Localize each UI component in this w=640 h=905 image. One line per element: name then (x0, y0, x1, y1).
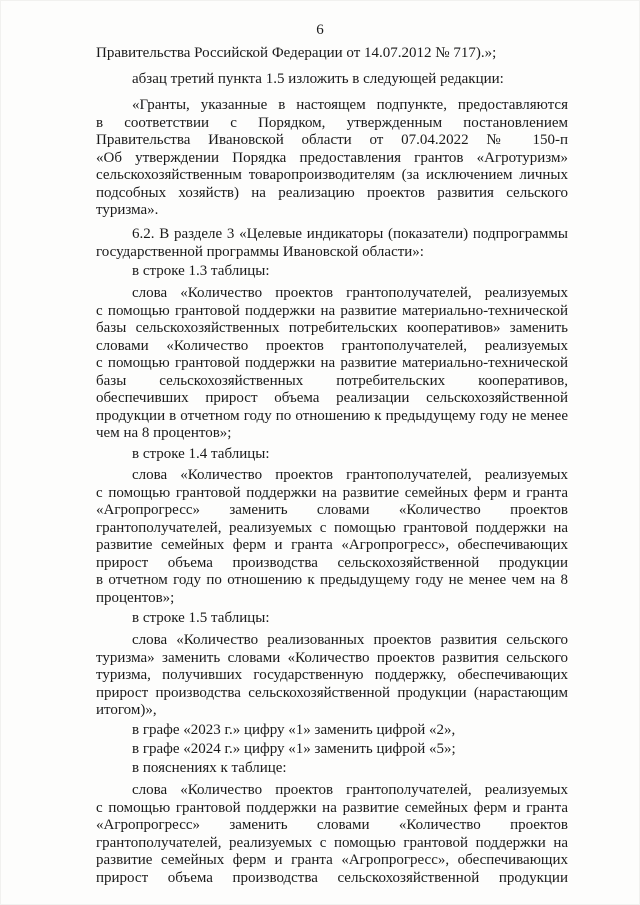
text-line: обеспечивших прирост объема реализации сельскохозяйственной (96, 390, 568, 406)
text-line: слова «Количество проектов грантополучателей, реализуемых (132, 285, 568, 301)
text-line: туризма, получивших государственную поддержку, обеспечивающих (96, 667, 568, 683)
text-line: туризма». (96, 202, 159, 218)
text-line: прирост производства сельскохозяйственной продукции (нарастающим (96, 685, 568, 701)
text-line: с помощью грантовой поддержки на развитие материально-технической (96, 303, 568, 319)
text-line: с помощью грантовой поддержки на развитие материально-технической (96, 355, 568, 371)
text-line: сельскохозяйственным товаропроизводителям (за исключением личных (96, 167, 568, 183)
text-line: итогом)», (96, 702, 157, 718)
text-line: процентов»; (96, 590, 175, 606)
text-line: 6.2. В разделе 3 «Целевые индикаторы (показатели) подпрограммы (132, 226, 568, 242)
text-line: базы сельскохозяйственных потребительских кооперативов» заменить (96, 320, 568, 336)
text-line: грантополучателей, реализуемых с помощью грантовой поддержки на (96, 520, 568, 536)
text-line: прирост объема производства сельскохозяйственной продукции (96, 555, 568, 571)
text-line: слова «Количество реализованных проектов развития сельского (132, 632, 568, 648)
text-line: грантополучателей, реализуемых с помощью грантовой поддержки на (96, 835, 568, 851)
text-line: развитие семейных ферм и гранта «Агропрогресс», обеспечивающих (96, 537, 568, 553)
text-line: базы сельскохозяйственных потребительских кооперативов, (96, 373, 568, 389)
text-line: с помощью грантовой поддержки на развитие семейных ферм и гранта (96, 485, 568, 501)
text-line: развитие семейных ферм и гранта «Агропрогресс», обеспечивающих (96, 852, 568, 868)
text-line: «Агропрогресс» заменить словами «Количество проектов (96, 817, 568, 833)
text-line: в графе «2024 г.» цифру «1» заменить цифрой «5»; (132, 741, 456, 757)
text-line: «Гранты, указанные в настоящем подпункте, предоставляются (132, 97, 568, 113)
text-line: в соответствии с Порядком, утвержденным постановлением (96, 115, 568, 131)
text-line: в строке 1.3 таблицы: (132, 263, 270, 279)
text-line: в пояснениях к таблице: (132, 760, 287, 776)
text-line: государственной программы Ивановской области»: (96, 244, 424, 260)
text-line: Правительства Российской Федерации от 14.07.2012 № 717).»; (96, 45, 497, 61)
text-line: «Агропрогресс» заменить словами «Количество проектов (96, 502, 568, 518)
text-line: в графе «2023 г.» цифру «1» заменить цифрой «2», (132, 722, 456, 738)
text-line: абзац третий пункта 1.5 изложить в следующей редакции: (132, 71, 504, 87)
page-number: 6 (316, 22, 324, 38)
text-line: подсобных хозяйств) на реализацию проектов развития сельского (96, 185, 568, 201)
text-line: чем на 8 процентов»; (96, 425, 232, 441)
text-line: «Об утверждении Порядка предоставления грантов «Агротуризм» (96, 150, 568, 166)
text-line: прирост объема производства сельскохозяйственной продукции (96, 870, 568, 886)
text-line: слова «Количество проектов грантополучателей, реализуемых (132, 467, 568, 483)
text-line: с помощью грантовой поддержки на развитие семейных ферм и гранта (96, 800, 568, 816)
text-line: в отчетном году по отношению к предыдущему году не менее чем на 8 (96, 572, 568, 588)
text-line: в строке 1.5 таблицы: (132, 610, 270, 626)
text-line: словами «Количество проектов грантополучателей, реализуемых (96, 338, 568, 354)
text-line: продукции в отчетном году по отношению к предыдущему году не менее (96, 408, 568, 424)
text-line: Правительства Ивановской области от 07.04.2022 № 150-п (96, 132, 568, 148)
text-line: туризма» заменить словами «Количество проектов развития сельского (96, 650, 568, 666)
text-line: слова «Количество проектов грантополучателей, реализуемых (132, 782, 568, 798)
text-line: в строке 1.4 таблицы: (132, 446, 270, 462)
